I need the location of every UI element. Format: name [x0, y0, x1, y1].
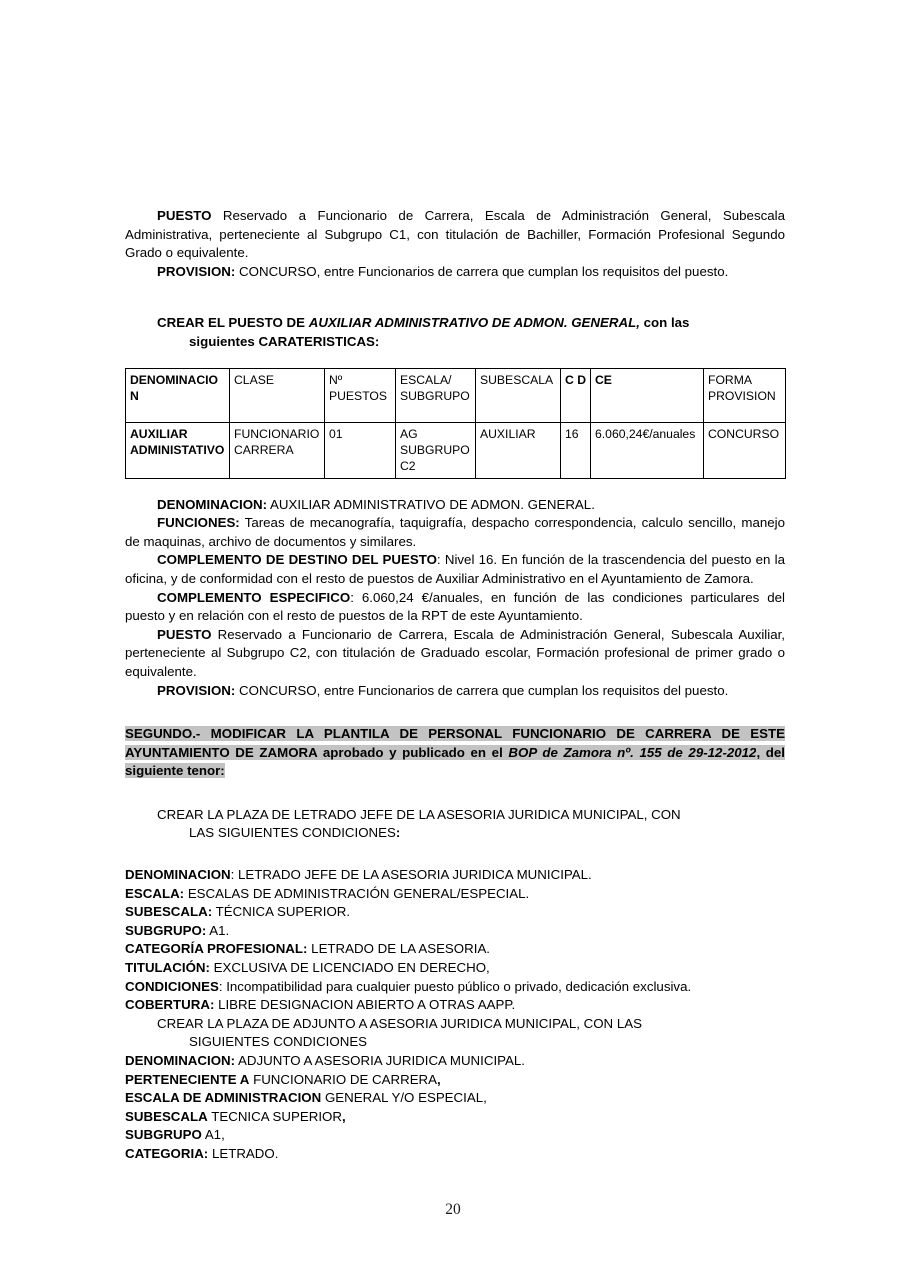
- complemento-destino-label: COMPLEMENTO DE DESTINO DEL PUESTO: [157, 552, 437, 568]
- field-value: A1.: [209, 922, 230, 938]
- denominacion-label: DENOMINACION:: [157, 496, 268, 512]
- paragraph-provision-1: [125, 263, 785, 282]
- table-header-escala-subgrupo: ESCALA/ SUBGRUPO: [396, 368, 476, 422]
- cell-subescala: AUXILIAR: [476, 422, 561, 478]
- paragraph-segundo: [125, 725, 785, 781]
- paragraph-funciones: [125, 514, 785, 551]
- field-label: CONDICIONES: [125, 978, 219, 994]
- page-number: 20: [445, 1201, 461, 1218]
- field-value: LETRADO.: [211, 1145, 279, 1161]
- field-label: ESCALA:: [125, 885, 185, 901]
- field-value: LETRADO DE LA ASESORIA.: [311, 941, 491, 957]
- field-value: ESCALAS DE ADMINISTRACIÓN GENERAL/ESPECIAL.: [187, 885, 530, 901]
- heading-line2: siguientes CARATERISTICAS:: [189, 333, 380, 349]
- crear-plaza-letrado-line2: [157, 824, 785, 843]
- paragraph-complemento-especifico: [125, 589, 785, 626]
- table-header-numero-puestos: Nº PUESTOS: [325, 368, 396, 422]
- field-subescala-adjunto: [125, 1108, 785, 1127]
- puesto-text: Reservado a Funcionario de Carrera, Escala de Administración General, Subescala Administrativa, perteneciente al Subgrupo C1, con titulación de Bachiller, Formación Profesional Segundo Grado o equivalente.: [125, 208, 785, 261]
- puesto-c2-text: Reservado a Funcionario de Carrera, Escala de Administración General, Subescala Auxiliar, perteneciente al Subgrupo C2, con titulación de Graduado escolar, Formación profesional de primer grado o equivalente.: [125, 626, 785, 679]
- table-header-ce: CE: [591, 368, 704, 422]
- crear-plaza-adjunto-line2: SIGUIENTES CONDICIONES: [189, 1034, 368, 1050]
- table-header-cd: C D: [561, 368, 591, 422]
- field-label: DENOMINACION: [125, 867, 231, 883]
- field-value: TECNICA SUPERIOR: [211, 1108, 342, 1124]
- heading-italic-title: AUXILIAR ADMINISTRATIVO DE ADMON. GENERAL,: [308, 315, 640, 331]
- cell-clase: FUNCIONARIO CARRERA: [230, 422, 325, 478]
- field-bold-tail: ,: [342, 1108, 346, 1124]
- segundo-italic-bop: BOP de Zamora nº. 155 de 29-12-2012: [508, 744, 757, 760]
- puesto-label: PUESTO: [157, 208, 212, 223]
- field-subgrupo-letrado: [125, 922, 785, 941]
- cell-escala-subgrupo: AG SUBGRUPO C2: [396, 422, 476, 478]
- table-header-row: [126, 368, 786, 422]
- heading-suffix: con las: [639, 315, 690, 331]
- field-value: LIBRE DESIGNACION ABIERTO A OTRAS AAPP.: [218, 997, 516, 1013]
- field-perteneciente-a-adjunto: [125, 1071, 785, 1090]
- segundo-part1: SEGUNDO.- MODIFICAR LA PLANTILA DE PERSONAL FUNCIONARIO DE CARRERA DE ESTE AYUNTAMIENTO DE ZAMORA aprobado y publicado en el: [125, 726, 785, 760]
- field-escala-letrado: [125, 885, 785, 904]
- table-header-denominacion: DENOMINACION: [126, 368, 230, 422]
- field-label: CATEGORÍA PROFESIONAL:: [125, 941, 308, 957]
- paragraph-puesto-c2: [125, 626, 785, 682]
- adjunto-field-list: [125, 1052, 785, 1164]
- field-label: TITULACIÓN:: [125, 960, 210, 976]
- paragraph-complemento-destino: [125, 551, 785, 588]
- complemento-especifico-text: : 6.060,24 €/anuales, en función de las condiciones particulares del puesto y en relación con el resto de puestos de la RPT de este Ayuntamiento.: [125, 589, 786, 624]
- cell-numero-puestos: 01: [325, 422, 396, 478]
- cell-denominacion: AUXILIAR ADMINISTATIVO: [126, 422, 230, 478]
- table-header-clase: CLASE: [230, 368, 325, 422]
- field-label: SUBGRUPO:: [125, 922, 207, 938]
- provision-2-text: CONCURSO, entre Funcionarios de carrera que cumplan los requisitos del puesto.: [235, 682, 729, 698]
- field-value: LETRADO JEFE DE LA ASESORIA JURIDICA MUNICIPAL.: [238, 867, 592, 883]
- provision-text: CONCURSO, entre Funcionarios de carrera que cumplan los requisitos del puesto.: [235, 263, 729, 279]
- cell-ce: 6.060,24€/anuales: [591, 422, 704, 478]
- field-label: DENOMINACION:: [125, 1053, 236, 1068]
- paragraph-crear-plaza-adjunto: [125, 1015, 785, 1052]
- field-subescala-letrado: [125, 903, 785, 922]
- paragraph-crear-plaza-letrado: [125, 806, 785, 843]
- complemento-destino-text: : Nivel 16. En función de la trascendencia del puesto en la oficina, y de conformidad con el resto de puestos de Auxiliar Administrativo en el Ayuntamiento de Zamora.: [125, 552, 785, 586]
- segundo-part2: , del siguiente tenor:: [125, 744, 785, 779]
- crear-plaza-letrado-line2-text: LAS SIGUIENTES CONDICIONES: [189, 825, 396, 841]
- paragraph-provision-2: [125, 682, 785, 701]
- complemento-especifico-label: COMPLEMENTO ESPECIFICO: [157, 589, 351, 605]
- field-label: SUBGRUPO: [125, 1127, 202, 1143]
- table-header-forma-provision: FORMA PROVISION: [704, 368, 786, 422]
- denominacion-text: AUXILIAR ADMINISTRATIVO DE ADMON. GENERAL.: [267, 496, 595, 512]
- field-categoria-adjunto: [125, 1145, 785, 1164]
- cell-cd: 16: [561, 422, 591, 478]
- field-label: ESCALA DE ADMINISTRACION: [125, 1090, 322, 1106]
- letrado-field-list: [125, 866, 785, 1015]
- field-value: FUNCIONARIO DE CARRERA: [253, 1071, 438, 1087]
- provision-label: PROVISION:: [157, 263, 236, 279]
- field-value: ADJUNTO A ASESORIA JURIDICA MUNICIPAL.: [238, 1053, 525, 1068]
- field-label: CATEGORIA:: [125, 1145, 209, 1161]
- field-denominacion-letrado: [125, 866, 785, 885]
- crear-plaza-adjunto-line1: CREAR LA PLAZA DE ADJUNTO A ASESORIA JURIDICA MUNICIPAL, CON LAS: [157, 1015, 642, 1031]
- funciones-label: FUNCIONES:: [157, 515, 240, 531]
- table-header-subescala: SUBESCALA: [476, 368, 561, 422]
- funciones-text: Tareas de mecanografía, taquigrafía, despacho correspondencia, calculo sencillo, manejo de maquinas, archivo de documentos y similares.: [125, 515, 785, 549]
- field-denominacion-adjunto: [125, 1052, 785, 1071]
- field-categoria-profesional-letrado: [125, 940, 785, 959]
- field-label: SUBESCALA:: [125, 904, 213, 920]
- field-value: A1,: [204, 1127, 225, 1143]
- field-value: EXCLUSIVA DE LICENCIADO EN DERECHO,: [213, 960, 490, 976]
- field-subgrupo-adjunto: [125, 1126, 785, 1145]
- document-body: [125, 207, 785, 1164]
- paragraph-puesto-c1: [125, 207, 785, 263]
- provision-2-label: PROVISION:: [157, 682, 236, 698]
- auxiliar-detail-block: [125, 496, 785, 701]
- field-value: TÉCNICA SUPERIOR.: [215, 904, 351, 920]
- field-cobertura-letrado: [125, 996, 785, 1015]
- field-titulacion-letrado: [125, 959, 785, 978]
- field-label: SUBESCALA: [125, 1108, 208, 1124]
- crear-plaza-letrado-colon: :: [395, 825, 401, 841]
- paragraph-denominacion-aux: [125, 496, 785, 515]
- heading-prefix: CREAR EL PUESTO DE: [157, 315, 309, 331]
- field-sep: :: [230, 867, 239, 883]
- field-condiciones-letrado: [125, 978, 785, 997]
- field-value: GENERAL Y/O ESPECIAL,: [324, 1090, 487, 1106]
- cell-forma-provision: CONCURSO: [704, 422, 786, 478]
- field-label: COBERTURA:: [125, 997, 215, 1013]
- field-sep: :: [218, 978, 227, 994]
- field-value: Incompatibilidad para cualquier puesto público o privado, dedicación exclusiva.: [226, 978, 692, 994]
- heading-crear-puesto: [125, 314, 785, 351]
- field-escala-administracion-adjunto: [125, 1089, 785, 1108]
- puesto-c2-label: PUESTO: [157, 626, 212, 642]
- puesto-characteristics-table: [125, 368, 786, 479]
- field-label: PERTENECIENTE A: [125, 1071, 250, 1087]
- field-bold-tail: ,: [437, 1071, 441, 1087]
- crear-plaza-letrado-line1: CREAR LA PLAZA DE LETRADO JEFE DE LA ASESORIA JURIDICA MUNICIPAL, CON: [157, 806, 681, 822]
- table-row: [126, 422, 786, 478]
